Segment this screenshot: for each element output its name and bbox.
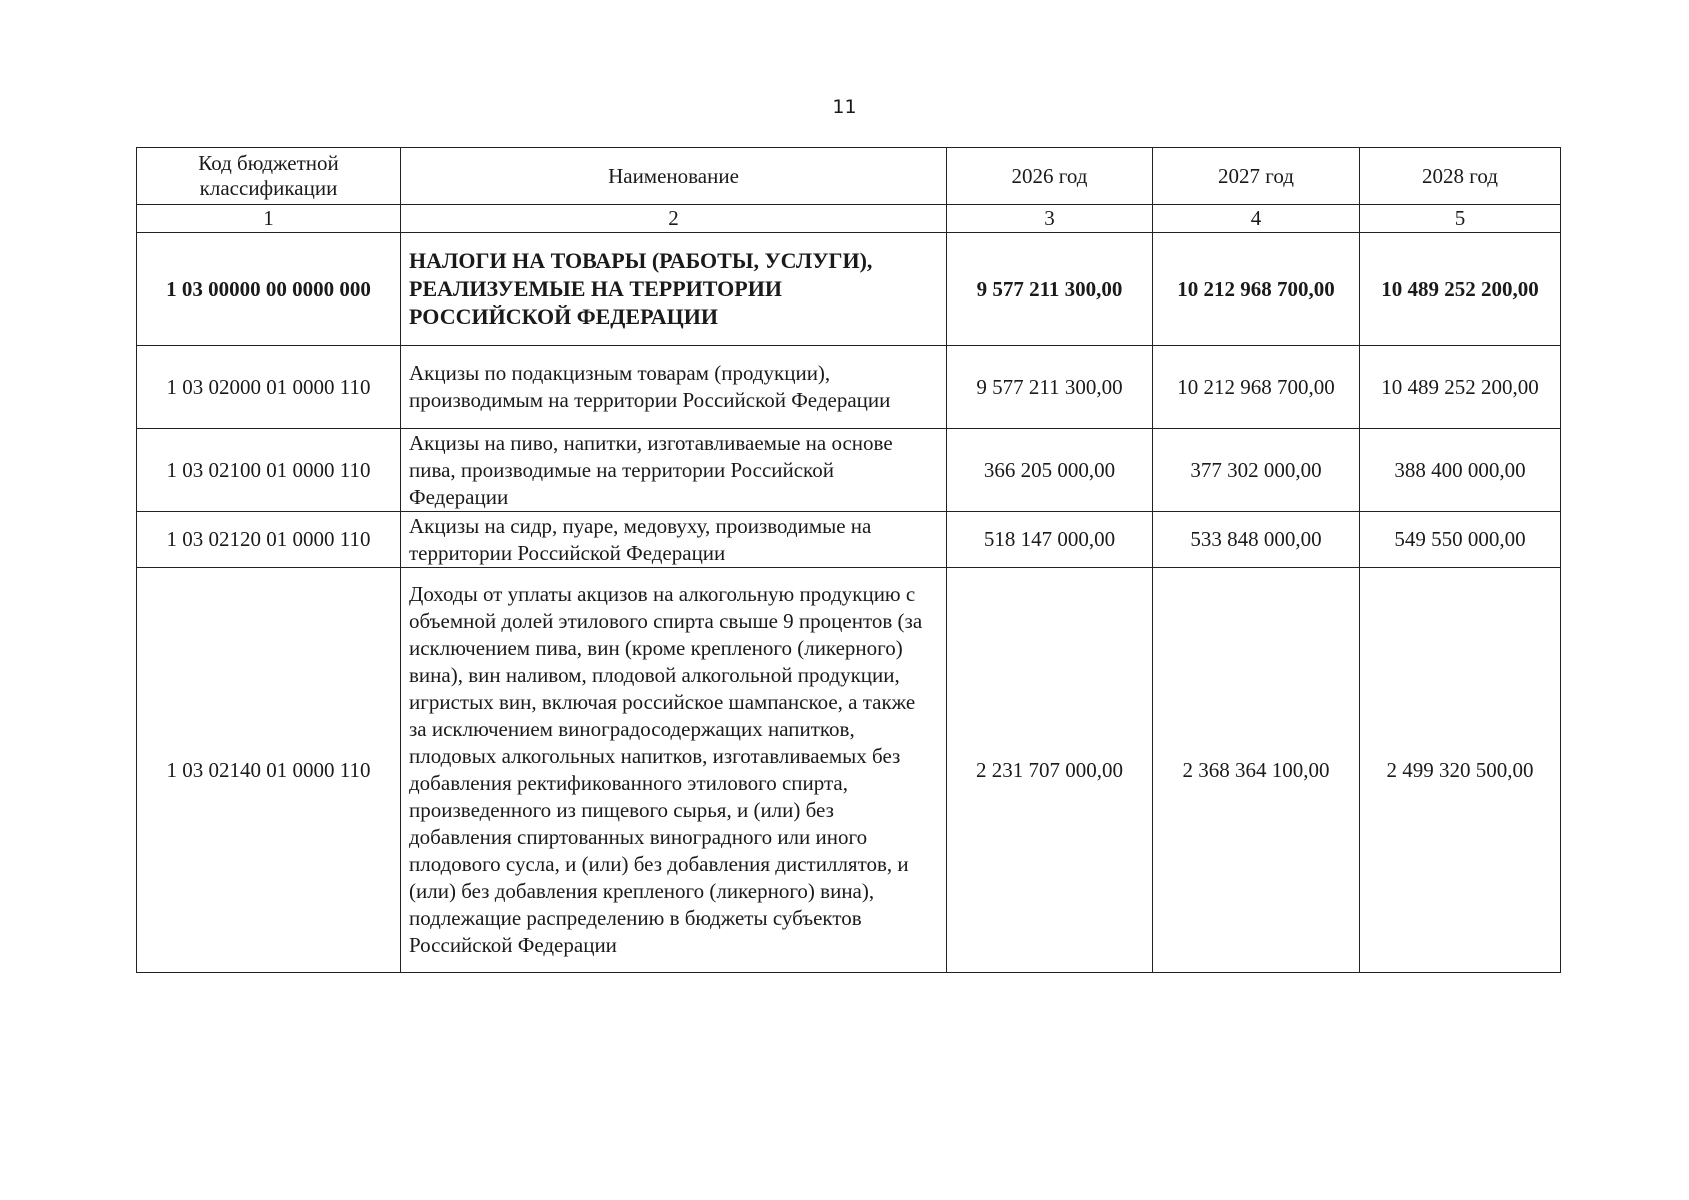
header-2026: 2026 год — [947, 148, 1153, 205]
header-2028: 2028 год — [1360, 148, 1561, 205]
table-row — [137, 512, 1561, 568]
row-value-2028: 388 400 000,00 — [1360, 429, 1561, 512]
column-number: 4 — [1153, 205, 1360, 233]
row-value-2027: 10 212 968 700,00 — [1153, 346, 1360, 429]
row-code: 1 03 02120 01 0000 110 — [137, 512, 401, 568]
row-value-2026: 2 231 707 000,00 — [947, 568, 1153, 973]
row-value-2026: 366 205 000,00 — [947, 429, 1153, 512]
row-code: 1 03 02000 01 0000 110 — [137, 346, 401, 429]
row-value-2028: 2 499 320 500,00 — [1360, 568, 1561, 973]
table-row — [137, 346, 1561, 429]
row-name: Акцизы по подакцизным товарам (продукции), производимым на территории Российской Федерации — [401, 346, 947, 429]
row-value-2027: 10 212 968 700,00 — [1153, 233, 1360, 346]
row-name: Акцизы на сидр, пуаре, медовуху, производимые на территории Российской Федерации — [401, 512, 947, 568]
header-name: Наименование — [401, 148, 947, 205]
row-code: 1 03 00000 00 0000 000 — [137, 233, 401, 346]
row-name: НАЛОГИ НА ТОВАРЫ (РАБОТЫ, УСЛУГИ), РЕАЛИЗУЕМЫЕ НА ТЕРРИТОРИИ РОССИЙСКОЙ ФЕДЕРАЦИИ — [401, 233, 947, 346]
row-value-2026: 9 577 211 300,00 — [947, 233, 1153, 346]
table-header-row — [137, 148, 1561, 205]
row-value-2026: 9 577 211 300,00 — [947, 346, 1153, 429]
row-value-2027: 377 302 000,00 — [1153, 429, 1360, 512]
row-value-2028: 10 489 252 200,00 — [1360, 346, 1561, 429]
table-row — [137, 233, 1561, 346]
header-code: Код бюджетной классификации — [137, 148, 401, 205]
column-number: 5 — [1360, 205, 1561, 233]
row-value-2026: 518 147 000,00 — [947, 512, 1153, 568]
table-row — [137, 568, 1561, 973]
column-number-row — [137, 205, 1561, 233]
page-number: 11 — [832, 96, 857, 118]
header-2027: 2027 год — [1153, 148, 1360, 205]
row-value-2027: 533 848 000,00 — [1153, 512, 1360, 568]
row-value-2027: 2 368 364 100,00 — [1153, 568, 1360, 973]
row-name: Акцизы на пиво, напитки, изготавливаемые на основе пива, производимые на территории Российской Федерации — [401, 429, 947, 512]
table-row — [137, 429, 1561, 512]
row-value-2028: 10 489 252 200,00 — [1360, 233, 1561, 346]
row-value-2028: 549 550 000,00 — [1360, 512, 1561, 568]
row-code: 1 03 02140 01 0000 110 — [137, 568, 401, 973]
budget-table — [136, 147, 1561, 973]
row-code: 1 03 02100 01 0000 110 — [137, 429, 401, 512]
column-number: 2 — [401, 205, 947, 233]
column-number: 1 — [137, 205, 401, 233]
column-number: 3 — [947, 205, 1153, 233]
row-name: Доходы от уплаты акцизов на алкогольную продукцию с объемной долей этилового спирта свыше 9 процентов (за исключением пива, вин (кроме крепленого (ликерного) вина), вин наливом, плодовой алкогольной продукции, игристых вин, включая российское шампанское, а также за исключением виноградосодержащих напитков, плодовых алкогольных напитков, изготавливаемых без добавления ректификованного этилового спирта, произведенного из пищевого сырья, и (или) без добавления спиртованных виноградного или иного плодового сусла, и (или) без добавления дистиллятов, и (или) без добавления крепленого (ликерного) вина), подлежащие распределению в бюджеты субъектов Российской Федерации — [401, 568, 947, 973]
